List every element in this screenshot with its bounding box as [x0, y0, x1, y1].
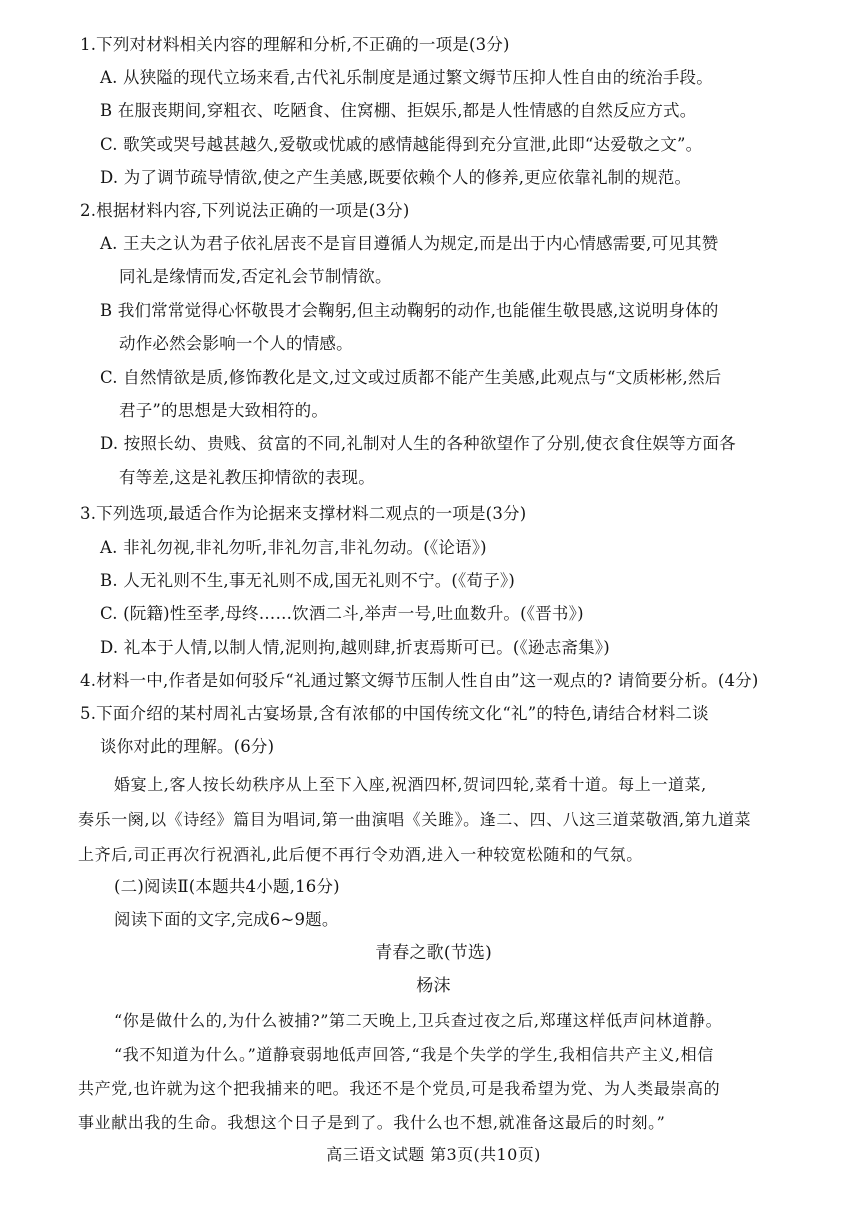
question-3-option-c: C. (阮籍)性至孝,母终……饮酒二斗,举声一号,吐血数升。(《晋书》): [100, 604, 584, 623]
question-1-option-d: D. 为了调节疏导情欲,使之产生美感,既要依赖个人的修养,更应依靠礼制的规范。: [100, 168, 692, 187]
question-3-option-a: A. 非礼勿视,非礼勿听,非礼勿言,非礼勿动。(《论语》): [100, 538, 487, 557]
section-instruction: 阅读下面的文字,完成6~9题。: [114, 910, 339, 929]
question-1-option-b: B 在服丧期间,穿粗衣、吃陋食、住窝棚、拒娱乐,都是人性情感的自然反应方式。: [100, 101, 697, 120]
question-3-option-d: D. 礼本于人情,以制人情,泥则拘,越则肆,折衷焉斯可已。(《逊志斋集》): [100, 638, 610, 657]
question-3-stem: 3.下列选项,最适合作为论据来支撑材料二观点的一项是(3分): [80, 504, 527, 523]
question-2-option-c: C. 自然情欲是质,修饰教化是文,过文或过质都不能产生美感,此观点与“文质彬彬,然后: [100, 368, 722, 387]
question-1-option-a: A. 从狭隘的现代立场来看,古代礼乐制度是通过繁文缛节压抑人性自由的统治手段。: [100, 68, 713, 87]
story-paragraph-2-line-1: “我不知道为什么。”道静衰弱地低声回答,“我是个失学的学生,我相信共产主义,相信: [114, 1045, 714, 1064]
question-2-option-a-cont: 同礼是缘情而发,否定礼会节制情欲。: [119, 267, 392, 286]
story-title: 青春之歌(节选): [375, 943, 492, 963]
banquet-line-1: 婚宴上,客人按长幼秩序从上至下入座,祝酒四杯,贺词四轮,菜肴十道。每上一道菜,: [114, 775, 707, 794]
story-paragraph-2-line-2: 共产党,也许就为这个把我捕来的吧。我还不是个党员,可是我希望为党、为人类最崇高的: [78, 1079, 721, 1098]
question-3-option-b: B. 人无礼则不生,事无礼则不成,国无礼则不宁。(《荀子》): [100, 571, 515, 590]
banquet-line-3: 上齐后,司正再次行祝酒礼,此后便不再行令劝酒,进入一种较宽松随和的气氛。: [78, 845, 643, 864]
question-2-option-d: D. 按照长幼、贵贱、贫富的不同,礼制对人生的各种欲望作了分别,使衣食住娱等方面各: [100, 434, 736, 453]
question-5-stem-cont: 谈你对此的理解。(6分): [100, 737, 275, 756]
page-footer: 高三语文试题 第3页(共10页): [326, 1145, 541, 1164]
question-2-option-b: B 我们常常觉得心怀敬畏才会鞠躬,但主动鞠躬的动作,也能催生敬畏感,这说明身体的: [100, 301, 719, 320]
question-5-stem: 5.下面介绍的某村周礼古宴场景,含有浓郁的中国传统文化“礼”的特色,请结合材料二谈: [80, 704, 709, 723]
section-heading: (二)阅读Ⅱ(本题共4小题,16分): [114, 877, 340, 896]
story-paragraph-2-line-3: 事业献出我的生命。我想这个日子是到了。我什么也不想,就准备这最后的时刻。”: [78, 1113, 666, 1132]
question-2-option-d-cont: 有等差,这是礼教压抑情欲的表现。: [119, 468, 375, 487]
question-2-option-b-cont: 动作必然会影响一个人的情感。: [119, 334, 353, 353]
question-2-stem: 2.根据材料内容,下列说法正确的一项是(3分): [80, 201, 410, 220]
question-2-option-a: A. 王夫之认为君子依礼居丧不是盲目遵循人为规定,而是出于内心情感需要,可见其赞: [100, 234, 719, 253]
question-1-stem: 1.下列对材料相关内容的理解和分析,不正确的一项是(3分): [80, 35, 510, 54]
question-1-option-c: C. 歌笑或哭号越甚越久,爱敬或忧戚的感情越能得到充分宣泄,此即“达爱敬之文”。: [100, 135, 703, 154]
story-paragraph-1: “你是做什么的,为什么被捕?”第二天晚上,卫兵查过夜之后,郑瑾这样低声问林道静。: [114, 1011, 723, 1030]
banquet-line-2: 奏乐一阕,以《诗经》篇目为唱词,第一曲演唱《关雎》。逢二、四、八这三道菜敬酒,第九道菜: [78, 810, 752, 829]
question-2-option-c-cont: 君子”的思想是大致相符的。: [119, 401, 329, 420]
story-author: 杨沫: [416, 976, 451, 996]
question-4-stem: 4.材料一中,作者是如何驳斥“礼通过繁文缛节压制人性自由”这一观点的? 请简要分析。(4分): [80, 671, 759, 690]
